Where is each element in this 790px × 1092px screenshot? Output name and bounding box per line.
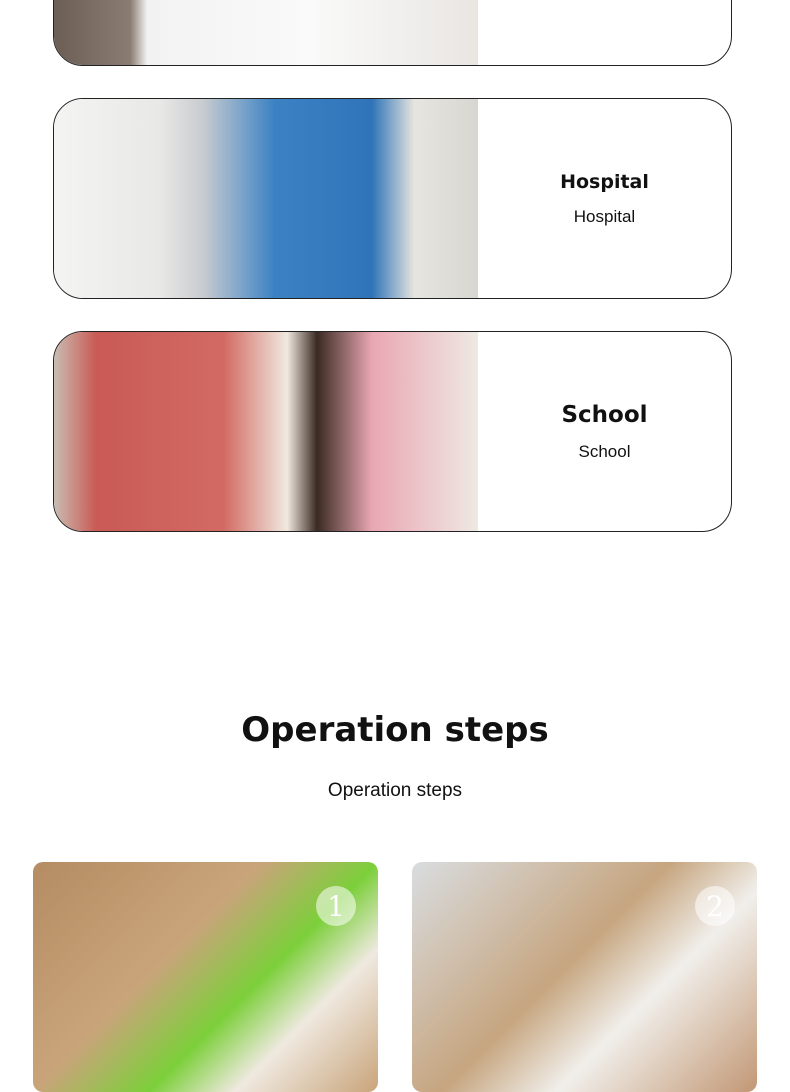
scenario-photo <box>54 0 478 65</box>
step-number-badge: 2 <box>695 886 735 926</box>
scenario-title: Hospital <box>560 170 649 193</box>
hospital-photo <box>54 99 478 298</box>
scenario-title: School <box>561 401 648 428</box>
scenario-card-school <box>53 331 732 532</box>
step-image-2 <box>412 862 757 1092</box>
scenario-subtitle: Hospital <box>573 206 636 226</box>
school-photo <box>54 332 478 531</box>
section-subtitle: Operation steps <box>327 780 463 801</box>
scenario-subtitle: School <box>578 441 631 461</box>
section-title: Operation steps <box>241 710 549 750</box>
step-number-badge: 1 <box>316 886 356 926</box>
step-image-1 <box>33 862 378 1092</box>
scenario-card-home <box>53 0 732 66</box>
scenario-card-hospital <box>53 98 732 299</box>
